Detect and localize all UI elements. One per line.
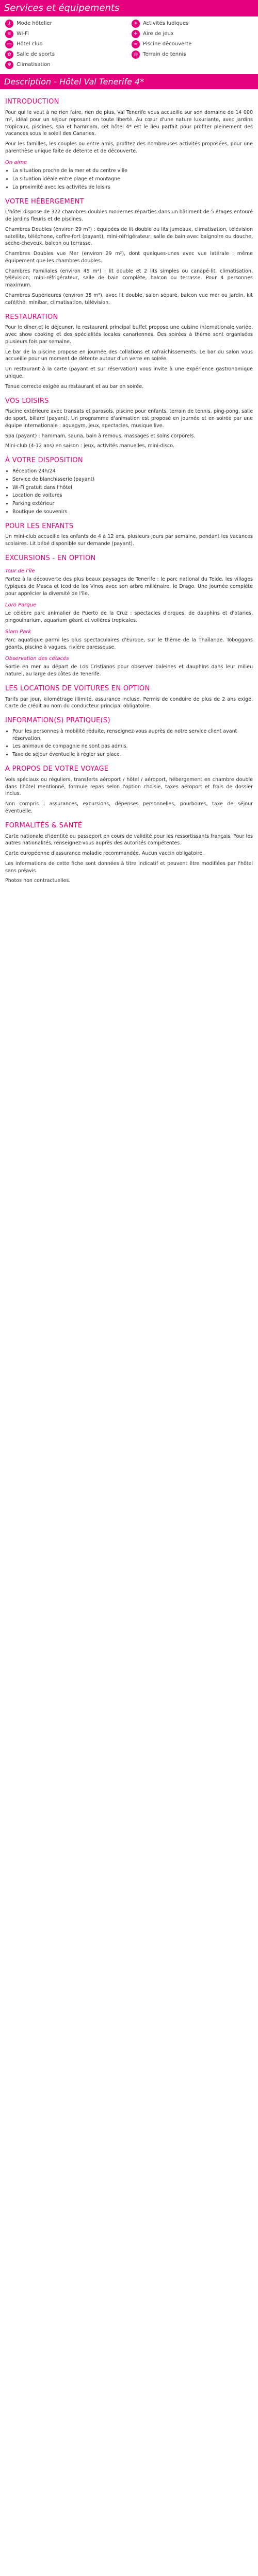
heb-paragraph: L'hôtel dispose de 322 chambres doubles modernes réparties dans un bâtiment de 5 étages entouré de jardins fleuris et de piscines. xyxy=(5,209,253,223)
disposition-item: • Service de blanchisserie (payant) xyxy=(12,476,253,483)
site-list-item: • La situation proche de la mer et du centre ville xyxy=(12,167,253,175)
intro-paragraph: Pour qui le veut à ne rien faire, rien de plus, Val Tenerife vous accueille sur son domaine de 14 000 m², idéal pour un séjour reposant en toute liberté. Au cœur d'une nature luxuriante, avec jardins tropicaux, piscines, spa et hammam, cet hôtel 4* est le lieu parfait pour profiter pleinement des vacances sous le soleil des Canaries. xyxy=(5,110,253,137)
excursion-title: Tour de l'île xyxy=(5,568,35,574)
excursion-title: Observation des cétacés xyxy=(5,655,69,662)
formalites-heading: FORMALITÉS & SANTÉ xyxy=(5,821,83,829)
site-list xyxy=(5,167,253,191)
service-label: Terrain de tennis xyxy=(143,51,186,57)
loisirs-paragraph: Mini-club (4-12 ans) en saison : jeux, activités manuelles, mini-disco. xyxy=(5,443,174,449)
rest-paragraph: Pour le dîner et le déjeuner, le restaurant principal buffet propose une cuisine internationale variée, avec show cooking et des spécialités locales canariennes. Des soirées à thème sont organisées plusieurs fois par semaine. xyxy=(5,325,253,345)
service-label: Salle de sports xyxy=(17,51,55,57)
enfants-heading: POUR LES ENFANTS xyxy=(5,522,74,530)
wifi-icon: ≋ xyxy=(5,30,13,38)
excursion-text: Parc aquatique parmi les plus spectaculaires d'Europe, sur le thème de la Thaïlande. Toboggans géants, piscine à vagues, rivière paresseuse. xyxy=(5,637,253,650)
description-content xyxy=(0,89,258,898)
tennis-icon: ◎ xyxy=(132,50,140,59)
footer-note: Photos non contractuelles. xyxy=(5,878,71,884)
service-label: Activités ludiques xyxy=(143,20,189,26)
loisirs-block xyxy=(5,408,253,450)
service-item xyxy=(132,20,253,28)
intro-heading: INTRODUCTION xyxy=(5,98,59,106)
service-label: Wi-Fi xyxy=(17,30,29,37)
pool-icon: ≈ xyxy=(132,40,140,48)
info-list xyxy=(5,728,253,758)
plane-icon: ✈ xyxy=(132,30,140,38)
rest-heading: RESTAURATION xyxy=(5,313,58,321)
disposition-list xyxy=(5,468,253,516)
rest-paragraph: Un restaurant à la carte (payant et sur réservation) vous invite à une expérience gastronomique unique. xyxy=(5,366,253,379)
sun-icon: ☀ xyxy=(132,20,140,28)
service-item xyxy=(5,61,126,69)
disposition-heading: À VOTRE DISPOSITION xyxy=(5,456,83,465)
service-label: Climatisation xyxy=(17,61,51,67)
site-list-item: • La proximité avec les activités de loisirs xyxy=(12,184,253,191)
formalites-block xyxy=(5,833,253,857)
prix-heading: A PROPOS DE VOTRE VOYAGE xyxy=(5,765,109,773)
service-label: Piscine découverte xyxy=(143,41,192,47)
service-label: Aire de jeux xyxy=(143,30,174,37)
service-item xyxy=(5,50,126,59)
services-title: Services et équipements xyxy=(0,0,258,16)
rest-paragraph: Tenue correcte exigée au restaurant et au bar en soirée. xyxy=(5,383,144,389)
disposition-item: • Wi-Fi gratuit dans l'hôtel xyxy=(12,484,253,492)
info-item: • Pour les personnes à mobilité réduite, renseignez-vous auprès de notre service client avant réservation. xyxy=(12,728,253,742)
enfants-paragraph: Un mini-club accueille les enfants de 4 à 12 ans, plusieurs jours par semaine, pendant les vacances scolaires. Lit bébé disponible sur demande (payant). xyxy=(5,534,253,547)
info-item: • Taxe de séjour éventuelle à régler sur place. xyxy=(12,751,253,758)
site-heading: On aime xyxy=(5,159,27,165)
loisirs-paragraph: Piscine extérieure avec transats et parasols, piscine pour enfants, terrain de tennis, ping-pong, salle de sport, billard (payant). Un programme d'animation est proposé en journée et en soirée par une équipe internationale : aquagym, jeux, spectacles, musique live. xyxy=(5,409,253,429)
local-paragraph: Tarifs par jour, kilométrage illimité, assurance incluse. Permis de conduire de plus de 2 ans exigé. Carte de crédit au nom du conducteur principal obligatoire. xyxy=(5,696,253,709)
prix-paragraph: Vols spéciaux ou réguliers, transferts aéroport / hôtel / aéroport, hébergement en chambre double dans l'hôtel mentionné, formule repas selon l'option choisie, taxes aéroport et frais de dossier inclus. xyxy=(5,776,253,797)
footer-note: Les informations de cette fiche sont données à titre indicatif et peuvent être modifiées par l'hôtel sans préavis. xyxy=(5,860,253,874)
prix-block xyxy=(5,776,253,815)
info-item: • Les animaux de compagnie ne sont pas admis. xyxy=(12,743,253,750)
excursion-text: Sortie en mer au départ de Los Cristianos pour observer baleines et dauphins dans leur milieu naturel, au large des côtes de Tenerife. xyxy=(5,664,253,677)
excursions-heading: EXCURSIONS - EN OPTION xyxy=(5,554,96,562)
rest-paragraph: Le bar de la piscine propose en journée des collations et rafraîchissements. Le bar du salon vous accueille pour un moment de détente autour d'un verre en soirée. xyxy=(5,349,253,362)
service-label: Mode hôtelier xyxy=(17,20,52,26)
excursion-text: Le célèbre parc animalier de Puerto de la Cruz : spectacles d'orques, de dauphins et d'otaries, pingouinarium, aquarium géant et volières tropicales. xyxy=(5,611,253,623)
formalites-paragraph: Carte nationale d'identité ou passeport en cours de validité pour les ressortissants français. Pour les autres nationalités, renseignez-vous auprès des autorités compétentes. xyxy=(5,833,253,846)
service-item xyxy=(132,40,253,48)
snowflake-icon: ✻ xyxy=(5,61,13,69)
prix-paragraph: Non compris : assurances, excursions, dépenses personnelles, pourboires, taxe de séjour éventuelle. xyxy=(5,801,253,814)
service-item xyxy=(5,30,126,38)
excursion-title: Loro Parque xyxy=(5,602,37,608)
loisirs-heading: VOS LOISIRS xyxy=(5,397,49,405)
loisirs-paragraph: Spa (payant) : hammam, sauna, bain à remous, massages et soins corporels. xyxy=(5,433,196,439)
description-title: Description - Hôtel Val Tenerife 4* xyxy=(0,74,258,89)
services-grid xyxy=(0,16,258,72)
formalites-paragraph: Carte européenne d'assurance maladie recommandée. Aucun vaccin obligatoire. xyxy=(5,851,204,857)
excursion-title: Siam Park xyxy=(5,629,31,635)
page xyxy=(0,0,258,898)
footer-block xyxy=(5,860,253,885)
excursions-block xyxy=(5,568,253,678)
local-heading: LES LOCATIONS DE VOITURES EN OPTION xyxy=(5,684,150,692)
heb-paragraph: Chambres Doubles (environ 29 m²) : équipées de lit double ou lits jumeaux, climatisation, télévision satellite, téléphone, coffre-fort (payant), mini-réfrigérateur, salle de bain avec baignoire ou douche, sèche-cheveux, balcon ou terrasse. xyxy=(5,226,253,247)
info-heading: INFORMATION(S) PRATIQUE(S) xyxy=(5,717,110,725)
site-list-item: • La situation idéale entre plage et montagne xyxy=(12,176,253,183)
intro-block xyxy=(5,109,253,155)
service-label: Hôtel club xyxy=(17,41,43,47)
service-item xyxy=(5,20,126,28)
heb-paragraph: Chambres Familiales (environ 45 m²) : lit double et 2 lits simples ou canapé-lit, climatisation, télévision, mini-réfrigérateur, salle de bain complète, balcon ou terrasse. Pour 4 personnes maximum. xyxy=(5,268,253,289)
disposition-item: • Parking extérieur xyxy=(12,500,253,507)
disposition-item: • Réception 24h/24 xyxy=(12,468,253,475)
service-item xyxy=(5,40,126,48)
excursion-text: Partez à la découverte des plus beaux paysages de Tenerife : le parc national du Teide, les villages typiques de Masca et Icod de los Vinos avec son arbre millénaire, le Drago. Une journée complète pour apprécier la diversité de l'île. xyxy=(5,577,253,597)
service-item xyxy=(132,30,253,38)
heb-heading: VOTRE HÉBERGEMENT xyxy=(5,197,84,206)
local-block xyxy=(5,696,253,710)
bed-icon: ▭ xyxy=(5,40,13,48)
heb-paragraph: Chambres Doubles vue Mer (environ 29 m²), dont quelques-unes avec vue latérale : même équipement que les chambres doubles. xyxy=(5,251,253,264)
heb-block xyxy=(5,209,253,306)
enfants-block xyxy=(5,533,253,548)
key-icon: ⚷ xyxy=(5,20,13,28)
intro-paragraph: Pour les familles, les couples ou entre amis, profitez des nombreuses activités proposées, pour une parenthèse unique faite de détente et de découverte. xyxy=(5,141,253,154)
heb-paragraph: Chambres Supérieures (environ 35 m²), avec lit double, salon séparé, balcon vue mer ou jardin, kit café/thé, minibar, climatisation, télévision. xyxy=(5,293,253,306)
service-item xyxy=(132,50,253,59)
spa-icon: ✿ xyxy=(5,50,13,59)
rest-block xyxy=(5,324,253,390)
disposition-item: • Location de voitures xyxy=(12,492,253,499)
disposition-item: • Boutique de souvenirs xyxy=(12,509,253,516)
